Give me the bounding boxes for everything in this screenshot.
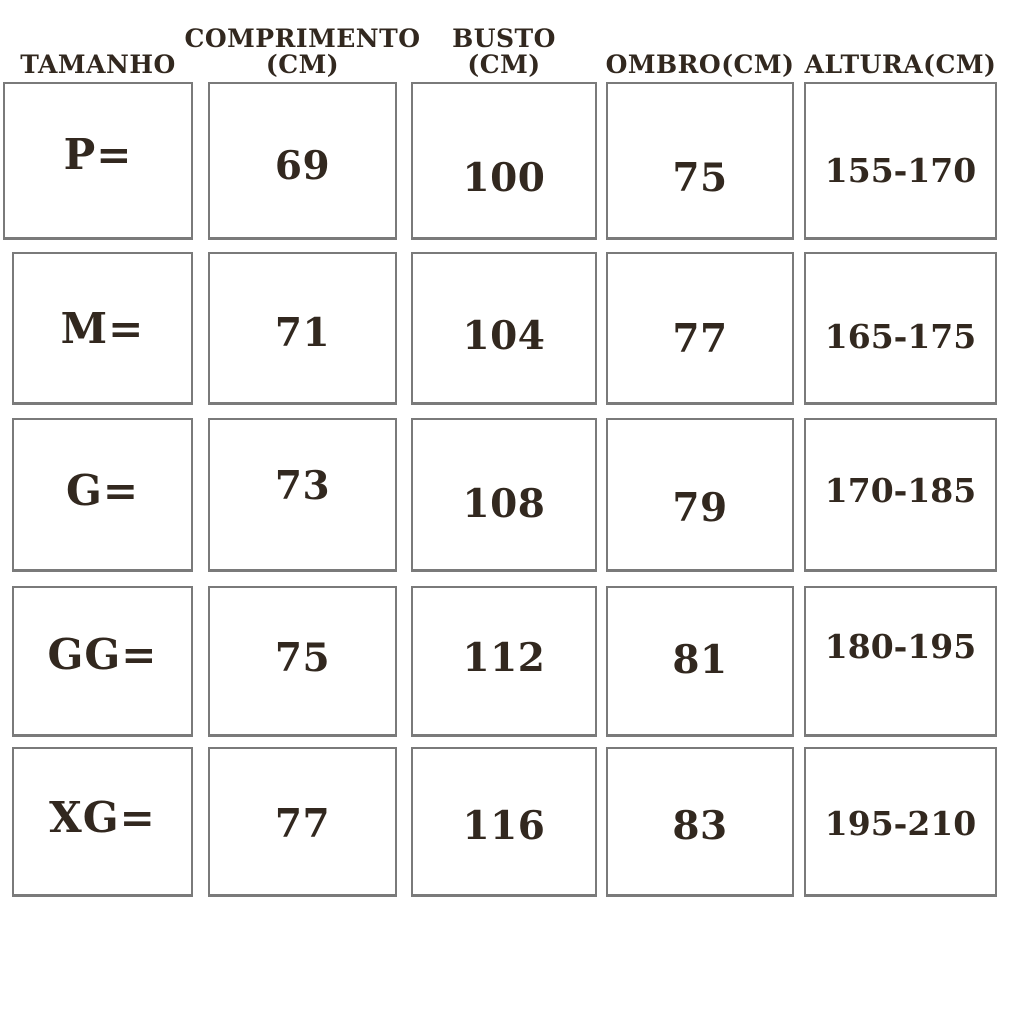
- cell-value: 75: [274, 635, 331, 681]
- column-header-label: COMPRIMENTO (CM): [184, 24, 421, 79]
- column-header-label: BUSTO (CM): [452, 24, 556, 79]
- cell-value: 116: [462, 802, 546, 849]
- cell-value: 73: [274, 462, 331, 509]
- cell-value: 165-175: [824, 316, 977, 356]
- cell-value: 71: [274, 310, 331, 356]
- cell-altura_cm-row5: [804, 747, 997, 897]
- cell-tamanho-row2: [12, 252, 193, 405]
- cell-comprimento_cm-row2: [208, 252, 397, 405]
- cell-tamanho-row1: [3, 82, 193, 240]
- column-header-altura: [804, 28, 997, 82]
- cell-value: 100: [462, 154, 546, 201]
- cell-comprimento_cm-row3: [208, 418, 397, 572]
- column-header-busto: [411, 24, 597, 82]
- cell-value: P=: [63, 130, 133, 179]
- cell-value: 195-210: [824, 804, 977, 843]
- cell-comprimento_cm-row4: [208, 586, 397, 737]
- cell-busto_cm-row1: [411, 82, 597, 240]
- cell-busto_cm-row5: [411, 747, 597, 897]
- column-header-label: TAMANHO: [20, 50, 176, 79]
- cell-ombro_cm-row2: [606, 252, 794, 405]
- cell-value: 155-170: [824, 151, 977, 190]
- cell-value: 170-185: [824, 471, 977, 510]
- cell-value: 180-195: [824, 626, 977, 666]
- cell-busto_cm-row2: [411, 252, 597, 405]
- cell-ombro_cm-row4: [606, 586, 794, 737]
- cell-comprimento_cm-row5: [208, 747, 397, 897]
- cell-value: GG=: [47, 629, 158, 679]
- cell-altura_cm-row1: [804, 82, 997, 240]
- cell-altura_cm-row3: [804, 418, 997, 572]
- column-header-comprimento: [184, 24, 421, 82]
- cell-value: 108: [462, 480, 546, 527]
- cell-altura_cm-row4: [804, 586, 997, 737]
- column-header-label: OMBRO(CM): [605, 50, 795, 79]
- cell-value: 77: [672, 316, 728, 362]
- cell-ombro_cm-row1: [606, 82, 794, 240]
- cell-tamanho-row4: [12, 586, 193, 737]
- cell-altura_cm-row2: [804, 252, 997, 405]
- column-header-tamanho: [3, 28, 193, 82]
- size-chart-table: [3, 24, 997, 897]
- cell-ombro_cm-row5: [606, 747, 794, 897]
- cell-busto_cm-row3: [411, 418, 597, 572]
- cell-tamanho-row5: [12, 747, 193, 897]
- cell-value: 77: [274, 800, 331, 847]
- cell-busto_cm-row4: [411, 586, 597, 737]
- cell-value: 79: [672, 484, 728, 531]
- cell-value: 81: [672, 637, 728, 683]
- cell-tamanho-row3: [12, 418, 193, 572]
- cell-value: 69: [274, 142, 331, 189]
- column-header-label: ALTURA(CM): [804, 50, 997, 79]
- cell-value: 83: [672, 802, 728, 849]
- cell-value: M=: [60, 303, 145, 353]
- cell-comprimento_cm-row1: [208, 82, 397, 240]
- cell-value: XG=: [49, 793, 156, 842]
- column-header-ombro: [606, 28, 794, 82]
- cell-value: 112: [462, 635, 546, 681]
- cell-value: G=: [65, 466, 140, 515]
- cell-value: 104: [462, 313, 546, 359]
- cell-value: 75: [672, 154, 728, 201]
- cell-ombro_cm-row3: [606, 418, 794, 572]
